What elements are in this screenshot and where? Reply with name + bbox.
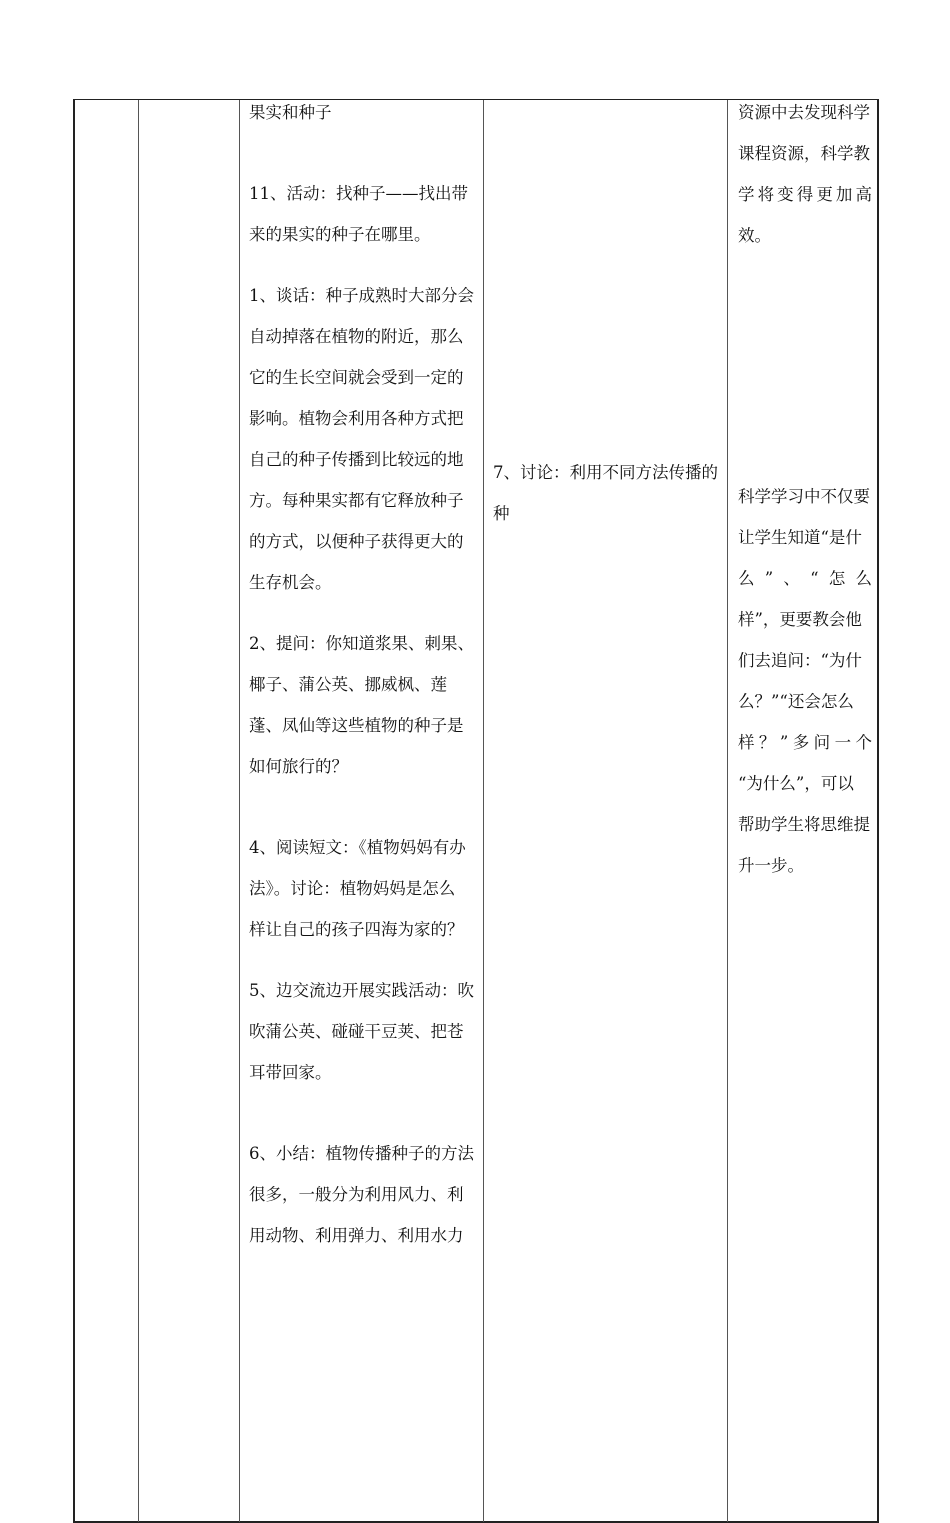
cell-design-intent-top <box>738 92 872 256</box>
intent-line: 升一步。 <box>738 856 804 875</box>
paragraph-question-line: 椰子、蒲公英、挪威枫、莲 <box>249 675 447 694</box>
intent-line: 资源中去发现科学 <box>738 103 870 122</box>
paragraph-talk-line: 的方式，以便种子获得更大的 <box>249 532 464 551</box>
intent-line: 么？”“还会怎么 <box>738 692 854 711</box>
paragraph-practice-line: 5、边交流边开展实践活动：吹 <box>249 981 474 1000</box>
intent-line: 帮助学生将思维提 <box>738 815 870 834</box>
intent-line: “为什么”，可以 <box>738 774 854 793</box>
paragraph-question-line: 蓬、凤仙等这些植物的种子是 <box>249 716 464 735</box>
paragraph-fruit-seed: 果实和种子 <box>249 103 332 122</box>
paragraph-practice-line: 吹蒲公英、碰碰干豆荚、把苍 <box>249 1022 464 1041</box>
paragraph-talk-line: 影响。植物会利用各种方式把 <box>249 409 464 428</box>
paragraph-question-line: 2、提问：你知道浆果、刺果、 <box>249 634 474 653</box>
intent-line: 样”，更要教会他 <box>738 610 862 629</box>
paragraph-question-line: 如何旅行的？ <box>249 757 348 776</box>
column-divider-1 <box>138 100 139 1522</box>
paragraph-summary-line: 用动物、利用弹力、利用水力 <box>249 1226 464 1245</box>
column-divider-2 <box>239 100 240 1522</box>
paragraph-talk-line: 自己的种子传播到比较远的地 <box>249 450 464 469</box>
discussion-line-1: 7、讨论：利用不同方法传播的 <box>493 463 718 482</box>
column-divider-3 <box>483 100 484 1522</box>
paragraph-activity-line-1: 11、活动：找种子——找出带 <box>249 184 468 203</box>
paragraph-practice-line: 耳带回家。 <box>249 1063 332 1082</box>
intent-line: 么”、“怎么 <box>738 569 872 588</box>
discussion-line-2: 种 <box>493 504 510 523</box>
intent-line: 科学学习中不仅要 <box>738 487 870 506</box>
cell-design-intent-bottom <box>738 476 872 886</box>
intent-line: 学将变得更加高 <box>738 185 872 204</box>
intent-line: 样？”多问一个 <box>738 733 872 752</box>
paragraph-summary-line: 6、小结：植物传播种子的方法 <box>249 1144 474 1163</box>
paragraph-talk-line: 它的生长空间就会受到一定的 <box>249 368 464 387</box>
column-divider-4 <box>727 100 728 1522</box>
paragraph-talk-line: 自动掉落在植物的附近，那么 <box>249 327 464 346</box>
paragraph-talk-line: 1、谈话：种子成熟时大部分会 <box>249 286 474 305</box>
intent-line: 效。 <box>738 226 771 245</box>
paragraph-talk-line: 生存机会。 <box>249 573 332 592</box>
intent-line: 让学生知道“是什 <box>738 528 862 547</box>
paragraph-talk-line: 方。每种果实都有它释放种子 <box>249 491 464 510</box>
cell-student-activity <box>493 452 721 534</box>
paragraph-reading-line: 4、阅读短文：《植物妈妈有办 <box>249 838 466 857</box>
paragraph-reading-line: 样让自己的孩子四海为家的？ <box>249 920 464 939</box>
intent-line: 课程资源，科学教 <box>738 144 870 163</box>
paragraph-activity-line-2: 来的果实的种子在哪里。 <box>249 225 431 244</box>
paragraph-summary-line: 很多，一般分为利用风力、利 <box>249 1185 464 1204</box>
intent-line: 们去追问：“为什 <box>738 651 862 670</box>
cell-process-content <box>249 92 477 1256</box>
paragraph-reading-line: 法》。讨论：植物妈妈是怎么 <box>249 879 456 898</box>
